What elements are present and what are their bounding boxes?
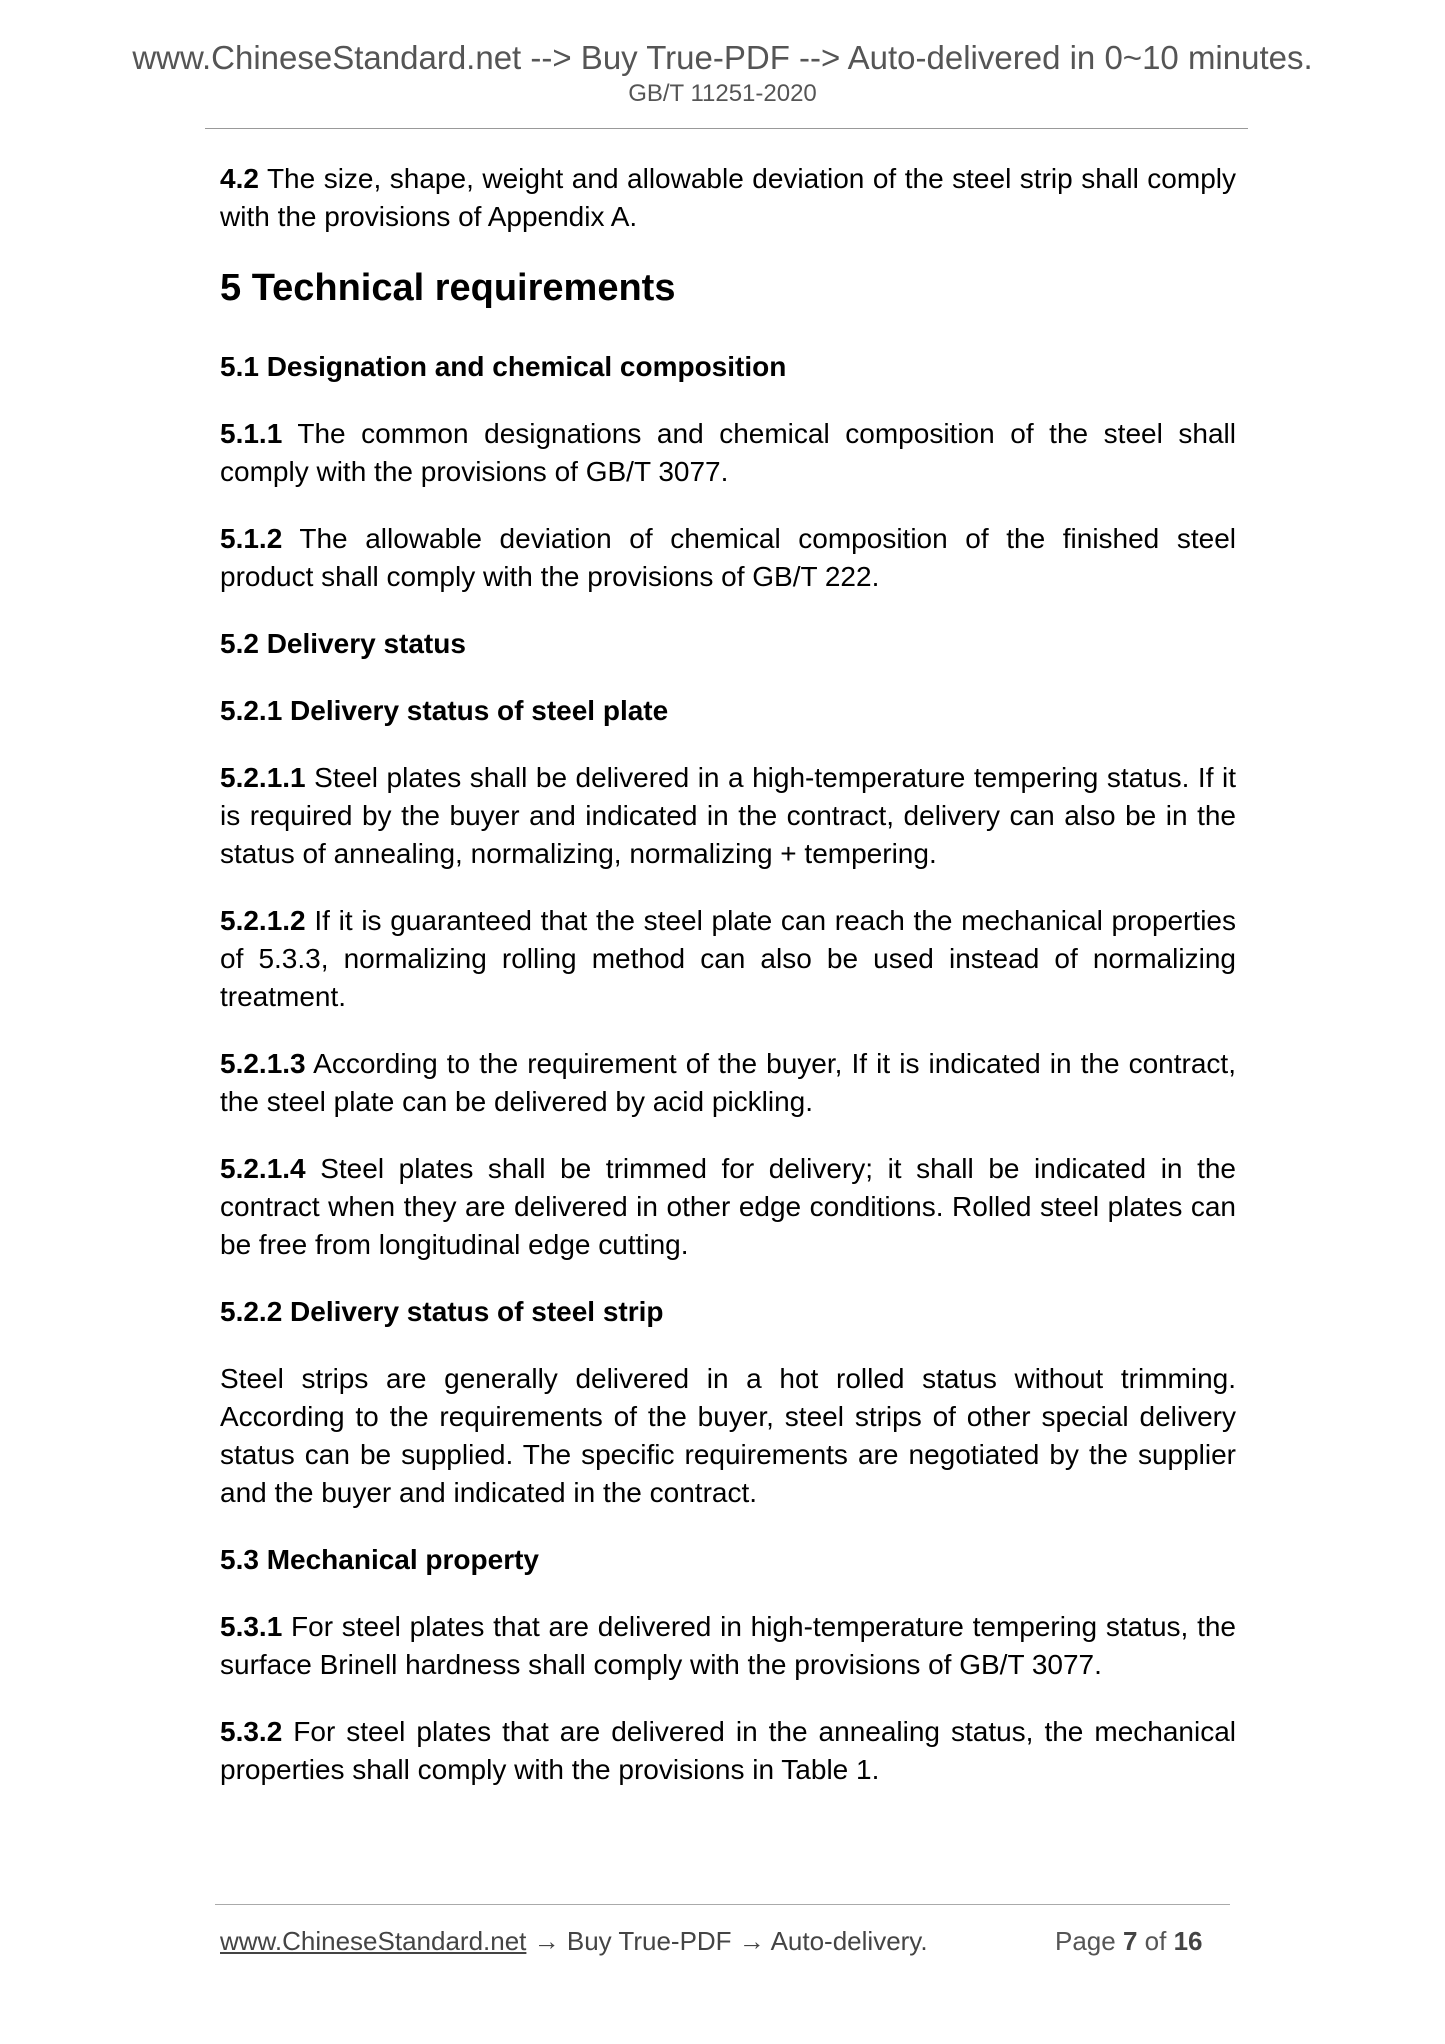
paragraph-5-3-1 — [220, 1608, 1236, 1684]
paragraph-text: According to the requirement of the buyer, If it is indicated in the contract, the steel plate can be delivered by acid pickling. — [220, 1048, 1236, 1117]
paragraph-5-2-1-1 — [220, 759, 1236, 873]
subsection-heading-5-2-2: 5.2.2 Delivery status of steel strip — [220, 1296, 664, 1327]
page-label: Page — [1055, 1926, 1123, 1956]
paragraph-5-1-1 — [220, 415, 1236, 491]
subsection-heading-5-3: 5.3 Mechanical property — [220, 1544, 540, 1575]
paragraph-5-3-2 — [220, 1713, 1236, 1789]
footer-site-link[interactable]: www.ChineseStandard.net — [220, 1926, 527, 1956]
total-page-count: 16 — [1173, 1926, 1203, 1956]
document-body — [220, 160, 1236, 1818]
paragraph-text: The common designations and chemical composition of the steel shall comply with the provisions of GB/T 3077. — [220, 418, 1236, 487]
section-heading-5: 5 Technical requirements — [220, 267, 676, 309]
clause-number: 5.3.2 — [220, 1716, 283, 1747]
clause-number: 5.1.1 — [220, 418, 283, 449]
clause-number: 4.2 — [220, 163, 259, 194]
paragraph-text: If it is guaranteed that the steel plate can reach the mechanical properties of 5.3.3, normalizing rolling method can also be used instead of normalizing treatment. — [220, 905, 1236, 1012]
paragraph-5-2-1-2 — [220, 902, 1236, 1016]
header-banner: www.ChineseStandard.net --> Buy True-PDF --> Auto-delivered in 0~10 minutes. — [132, 39, 1313, 76]
clause-number: 5.2.1.1 — [220, 762, 306, 793]
paragraph-text: Steel plates shall be delivered in a high-temperature tempering status. If it is required by the buyer and indicated in the contract, delivery can also be in the status of annealing, normalizing, normalizing + tempering. — [220, 762, 1236, 869]
page-indicator — [1055, 1925, 1202, 1957]
standard-number: GB/T 11251-2020 — [628, 80, 817, 107]
paragraph-text: For steel plates that are delivered in high-temperature tempering status, the surface Brinell hardness shall comply with the provisions of GB/T 3077. — [220, 1611, 1236, 1680]
subsection-heading-5-1: 5.1 Designation and chemical composition — [220, 351, 787, 382]
footer-divider — [215, 1904, 1230, 1905]
current-page-number: 7 — [1122, 1926, 1138, 1956]
paragraph-text: For steel plates that are delivered in the annealing status, the mechanical properties shall comply with the provisions in Table 1. — [220, 1716, 1236, 1785]
paragraph-4-2 — [220, 160, 1236, 236]
subsection-heading-5-2-1: 5.2.1 Delivery status of steel plate — [220, 695, 669, 726]
footer-promo-text: → Buy True-PDF → Auto-delivery. — [526, 1926, 928, 1956]
clause-number: 5.2.1.2 — [220, 905, 306, 936]
of-label: of — [1137, 1926, 1174, 1956]
paragraph-text: The allowable deviation of chemical composition of the finished steel product shall comply with the provisions of GB/T 222. — [220, 523, 1236, 592]
paragraph-5-2-1-3 — [220, 1045, 1236, 1121]
footer-promo — [220, 1925, 928, 1957]
clause-number: 5.2.1.3 — [220, 1048, 306, 1079]
paragraph-5-1-2 — [220, 520, 1236, 596]
clause-number: 5.2.1.4 — [220, 1153, 306, 1184]
paragraph-5-2-2: Steel strips are generally delivered in a hot rolled status without trimming. According to the requirements of the buyer, steel strips of other special delivery status can be supplied. The specific requirements are negotiated by the supplier and the buyer and indicated in the contract. — [220, 1363, 1236, 1508]
clause-number: 5.3.1 — [220, 1611, 283, 1642]
header-divider — [205, 128, 1248, 129]
subsection-heading-5-2: 5.2 Delivery status — [220, 628, 466, 659]
paragraph-5-2-1-4 — [220, 1150, 1236, 1264]
clause-number: 5.1.2 — [220, 523, 283, 554]
paragraph-text: Steel plates shall be trimmed for delivery; it shall be indicated in the contract when they are delivered in other edge conditions. Rolled steel plates can be free from longitudinal edge cutting. — [220, 1153, 1236, 1260]
paragraph-text: The size, shape, weight and allowable deviation of the steel strip shall comply with the provisions of Appendix A. — [220, 163, 1236, 232]
